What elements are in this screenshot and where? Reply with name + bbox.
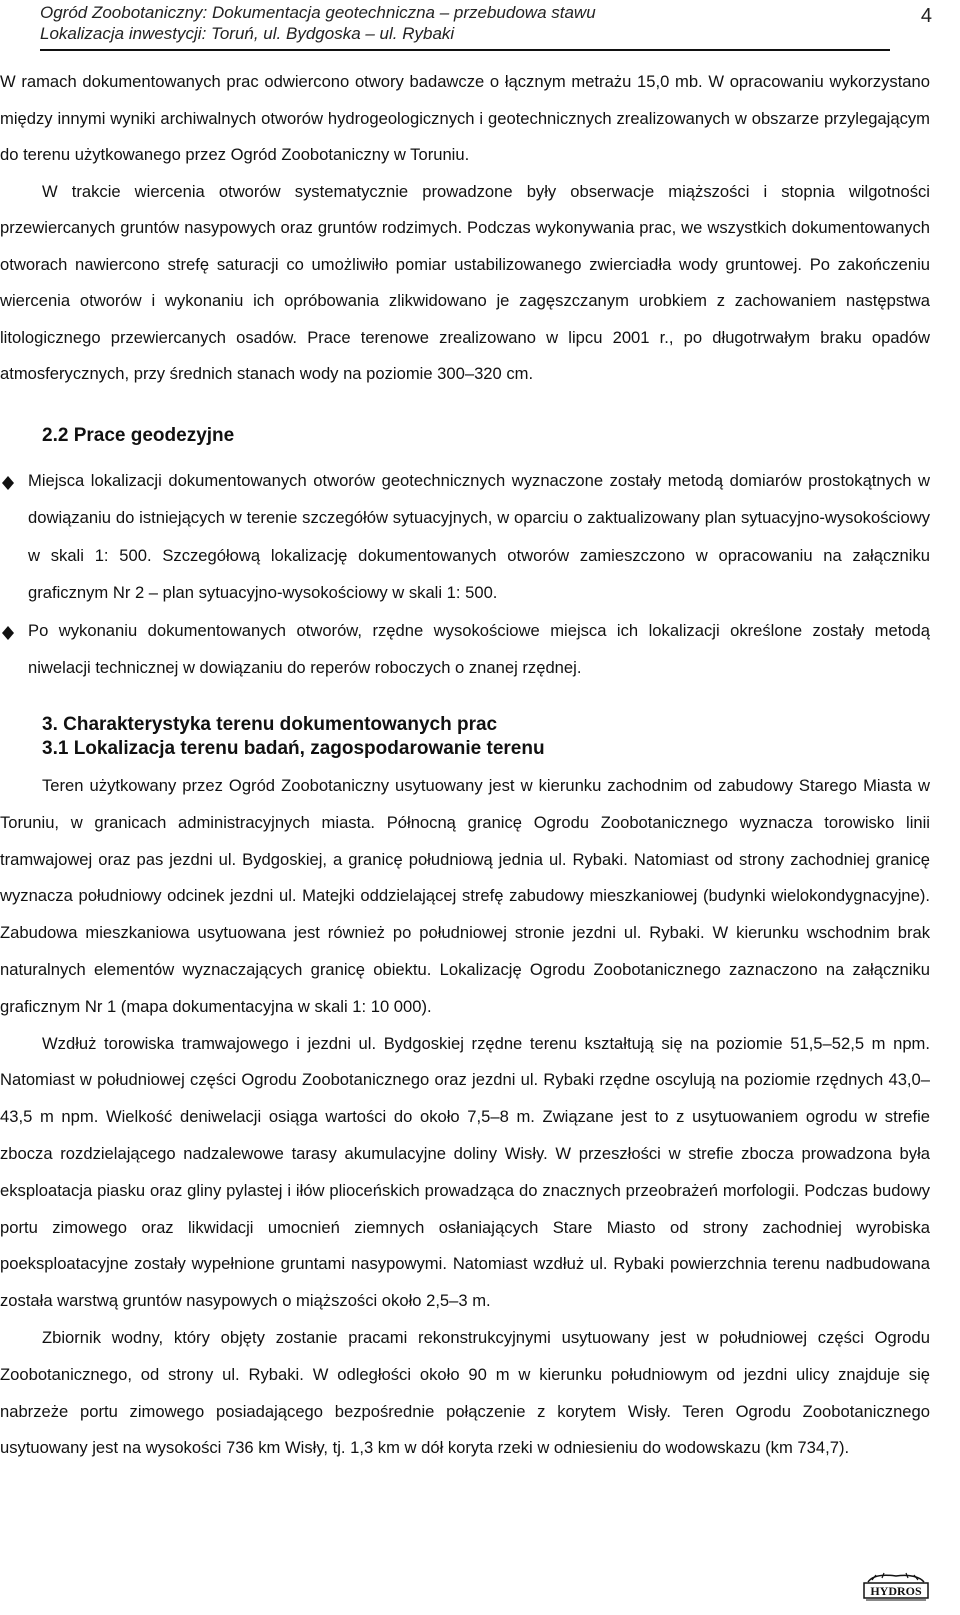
bullet-item: [0, 612, 930, 687]
intro-section: [0, 64, 930, 393]
section-heading-3-1: 3.1 Lokalizacja terenu badań, zagospodarowanie terenu: [42, 738, 545, 759]
bullet-item: [0, 462, 930, 611]
page-header: [40, 2, 930, 44]
bullet-text: Po wykonaniu dokumentowanych otworów, rzędne wysokościowe miejsca ich lokalizacji określone zostały metodą niwelacji technicznej w dowiązaniu do reperów roboczych o znanej rzędnej.: [28, 621, 930, 678]
intro-paragraph: W trakcie wiercenia otworów systematycznie prowadzone były obserwacje miąższości i stopnia wilgotności przewiercanych gruntów nasypowych oraz gruntów rodzimych. Podczas wykonywania prac, we wszystkich dokumentowanych otworach nawiercono strefę saturacji co umożliwiło pomiar ustabilizowanego zwierciadła wody gruntowej. Po zakończeniu wiercenia otworów i wykonaniu ich opróbowania zlikwidowano je zagęszczanym urobkiem z zachowaniem następstwa litologicznego przewiercanych osadów. Prace terenowe zrealizowano w lipcu 2001 r., po długotrwałym braku opadów atmosferycznych, przy średnich stanach wody na poziomie 300–320 cm.: [0, 181, 930, 383]
intro-paragraph: W ramach dokumentowanych prac odwiercono otwory badawcze o łącznym metrażu 15,0 mb. W opracowaniu wykorzystano między innymi wyniki archiwalnych otworów hydrogeologicznych i geotechnicznych zrealizowanych w obszarze przylegającym do terenu użytkowanego przez Ogród Zoobotaniczny w Toruniu.: [0, 72, 930, 164]
logo-text: HYDROS: [870, 1584, 922, 1598]
diamond-bullet-icon: [0, 475, 16, 491]
body-paragraph: Zbiornik wodny, który objęty zostanie pracami rekonstrukcyjnymi usytuowany jest w południowej części Ogrodu Zoobotanicznego, od strony ul. Rybaki. W odległości około 90 m w kierunku południowym od jezdni ulicy znajduje się nabrzeże portu zimowego posiadającego bezpośrednie połączenie z korytem Wisły. Teren Ogrodu Zoobotanicznego usytuowany jest na wysokości 736 km Wisły, tj. 1,3 km w dół koryta rzeki w odniesieniu do wodowskazu (km 734,7).: [0, 1327, 930, 1458]
page-number: 4: [920, 5, 932, 27]
header-title: Ogród Zoobotaniczny: Dokumentacja geotechniczna – przebudowa stawu: [40, 3, 596, 22]
hydros-logo: [862, 1572, 930, 1602]
bullet-text: Miejsca lokalizacji dokumentowanych otworów geotechnicznych wyznaczone zostały metodą domiarów prostokątnych w dowiązaniu do istniejących w terenie szczegółów sytuacyjnych, w oparciu o zaktualizowany plan sytuacyjno-wysokościowy w skali 1: 500. Szczegółową lokalizację dokumentowanych otworów zamieszczono w opracowaniu na załączniku graficznym Nr 2 – plan sytuacyjno-wysokościowy w skali 1: 500.: [28, 471, 930, 602]
section-heading-2-2: 2.2 Prace geodezyjne: [42, 425, 235, 446]
section-3-1-body: [0, 768, 930, 1467]
diamond-bullet-icon: [0, 625, 16, 641]
body-paragraph: Wzdłuż torowiska tramwajowego i jezdni ul. Bydgoskiej rzędne terenu kształtują się na poziomie 51,5–52,5 m npm. Natomiast w południowej części Ogrodu Zoobotanicznego oraz jezdni ul. Rybaki rzędne oscylują na poziomie rzędnych 43,0–43,5 m npm. Wielkość deniwelacji osiąga wartości do około 7,5–8 m. Związane jest to z usytuowaniem ogrodu w strefie zbocza rozdzielającego nadzalewowe tarasy akumulacyjne doliny Wisły. W przeszłości w strefie zbocza prowadzona była eksploatacja piasku oraz gliny pylastej i iłów plioceńskich prowadząca do znacznych przeobrażeń morfologii. Podczas budowy portu zimowego oraz likwidacji umocnień ziemnych osłaniających Stare Miasto od strony zachodniej wyrobiska poeksploatacyjne zostały wypełnione gruntami nasypowymi. Natomiast wzdłuż ul. Rybaki powierzchnia terenu nadbudowana została warstwą gruntów nasypowych o miąższości około 2,5–3 m.: [0, 1033, 930, 1311]
header-location: Lokalizacja inwestycji: Toruń, ul. Bydgoska – ul. Rybaki: [40, 24, 455, 43]
header-divider: [40, 49, 890, 51]
chapter-heading: 3. Charakterystyka terenu dokumentowanych prac: [42, 714, 498, 735]
body-paragraph: Teren użytkowany przez Ogród Zoobotaniczny usytuowany jest w kierunku zachodnim od zabudowy Starego Miasta w Toruniu, w granicach administracyjnych miasta. Północną granicę Ogrodu Zoobotanicznego wyznacza torowisko linii tramwajowej oraz pas jezdni ul. Bydgoskiej, a granicę południową jednia ul. Rybaki. Natomiast od strony zachodniej granicę wyznacza południowy odcinek jezdni ul. Matejki oddzielającej strefę zabudowy mieszkaniowej (budynki wielokondygnacyjne). Zabudowa mieszkaniowa usytuowana jest również po południowej stronie jezdni ul. Rybaki. W kierunku wschodnim brak naturalnych elementów wyznaczających granicę obiektu. Lokalizację Ogrodu Zoobotanicznego zaznaczono na załączniku graficznym Nr 1 (mapa dokumentacyjna w skali 1: 10 000).: [0, 776, 930, 1016]
